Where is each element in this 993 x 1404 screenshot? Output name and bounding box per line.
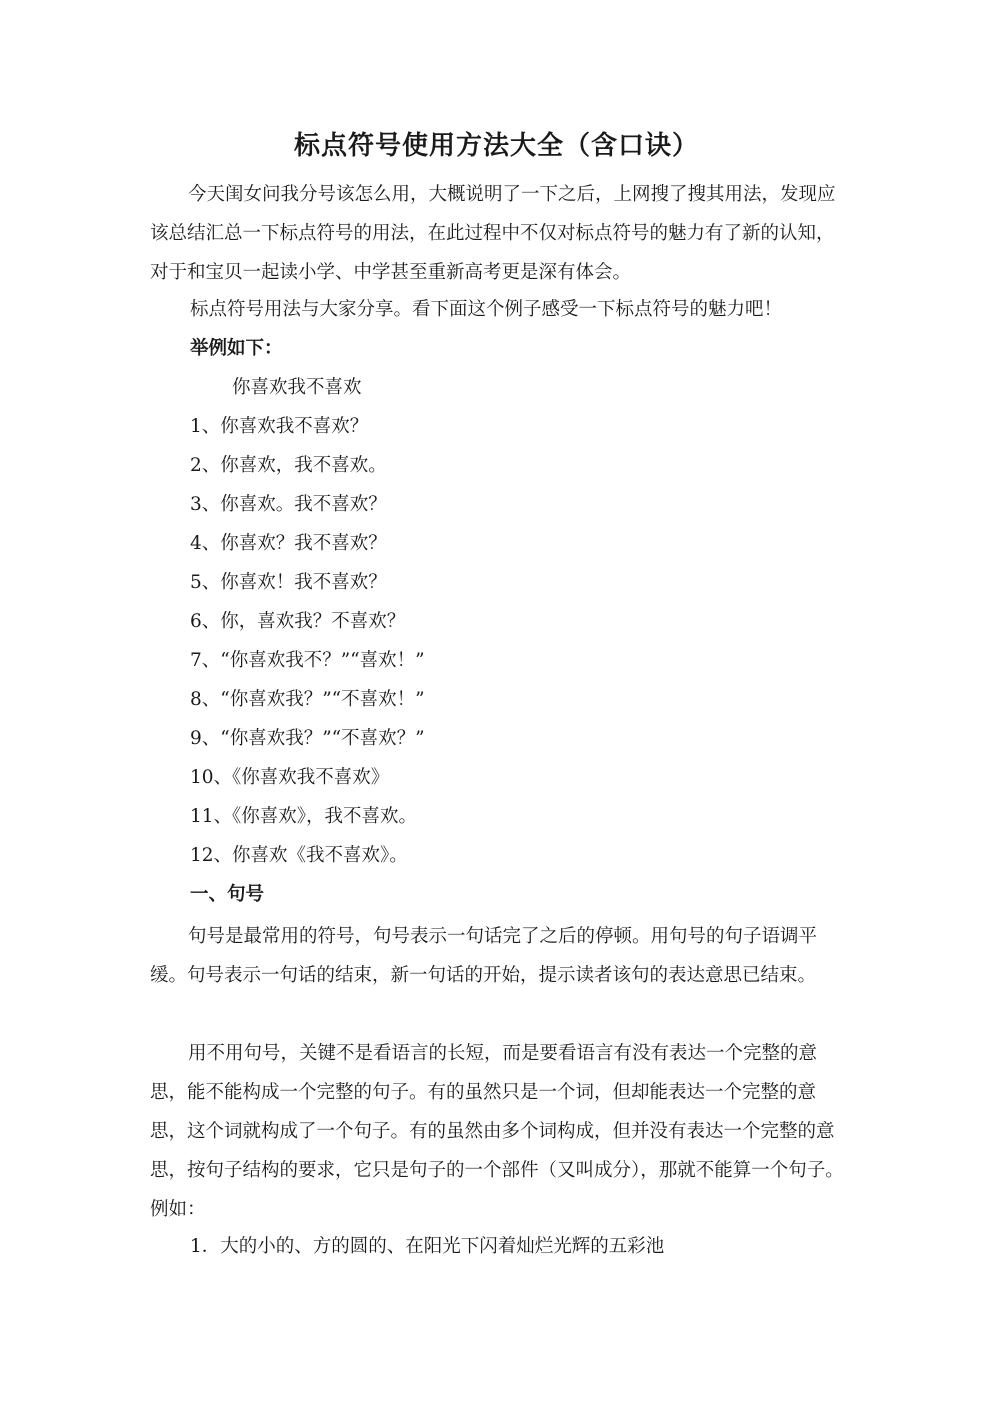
example-item-1: 1、你喜欢我不喜欢？ bbox=[190, 416, 369, 437]
example-item-7: 7、“你喜欢我不？”“喜欢！” bbox=[190, 650, 425, 671]
section-paragraph-1: 句号是最常用的符号，句号表示一句话完了之后的停顿。用句号的句子语调平缓。句号表示一句话的结束，新一句话的开始，提示读者该句的表达意思已结束。 bbox=[150, 926, 818, 986]
example-item-10: 10、《你喜欢我不喜欢》 bbox=[190, 767, 390, 788]
document-title: 标点符号使用方法大全（含口诀） bbox=[293, 131, 699, 161]
example-sentence-1: 1．大的小的、方的圆的、在阳光下闪着灿烂光辉的五彩池 bbox=[190, 1236, 665, 1257]
example-base-sentence: 你喜欢我不喜欢 bbox=[232, 377, 362, 398]
intro-paragraph: 今天闺女问我分号该怎么用，大概说明了一下之后，上网搜了搜其用法，发现应该总结汇总一下标点符号的用法，在此过程中不仅对标点符号的魅力有了新的认知，对于和宝贝一起读小学、中学甚至重新高考更是深有体会。 bbox=[150, 184, 836, 283]
example-item-8: 8、“你喜欢我？”“不喜欢！” bbox=[190, 689, 425, 710]
example-item-6: 6、你，喜欢我？不喜欢？ bbox=[190, 611, 406, 632]
section-paragraph-2: 用不用句号，关键不是看语言的长短，而是要看语言有没有表达一个完整的意思，能不能构成一个完整的句子。有的虽然只是一个词，但却能表达一个完整的意思，这个词就构成了一个句子。有的虽然由多个词构成，但并没有表达一个完整的意思，按句子结构的要求，它只是句子的一个部件（又叫成分），那就不能算一个句子。例如： bbox=[150, 1043, 844, 1220]
example-item-3: 3、你喜欢。我不喜欢？ bbox=[190, 494, 387, 515]
example-item-2: 2、你喜欢，我不喜欢。 bbox=[190, 455, 387, 476]
example-item-9: 9、“你喜欢我？”“不喜欢？” bbox=[190, 728, 425, 749]
example-heading: 举例如下： bbox=[190, 338, 283, 359]
example-item-5: 5、你喜欢！我不喜欢？ bbox=[190, 572, 387, 593]
example-item-11: 11、《你喜欢》，我不喜欢。 bbox=[190, 806, 418, 827]
section-heading-period: 一、句号 bbox=[190, 884, 265, 905]
example-item-12: 12、你喜欢《我不喜欢》。 bbox=[190, 845, 408, 866]
share-line: 标点符号用法与大家分享。看下面这个例子感受一下标点符号的魅力吧！ bbox=[190, 299, 783, 320]
example-item-4: 4、你喜欢？我不喜欢？ bbox=[190, 533, 387, 554]
